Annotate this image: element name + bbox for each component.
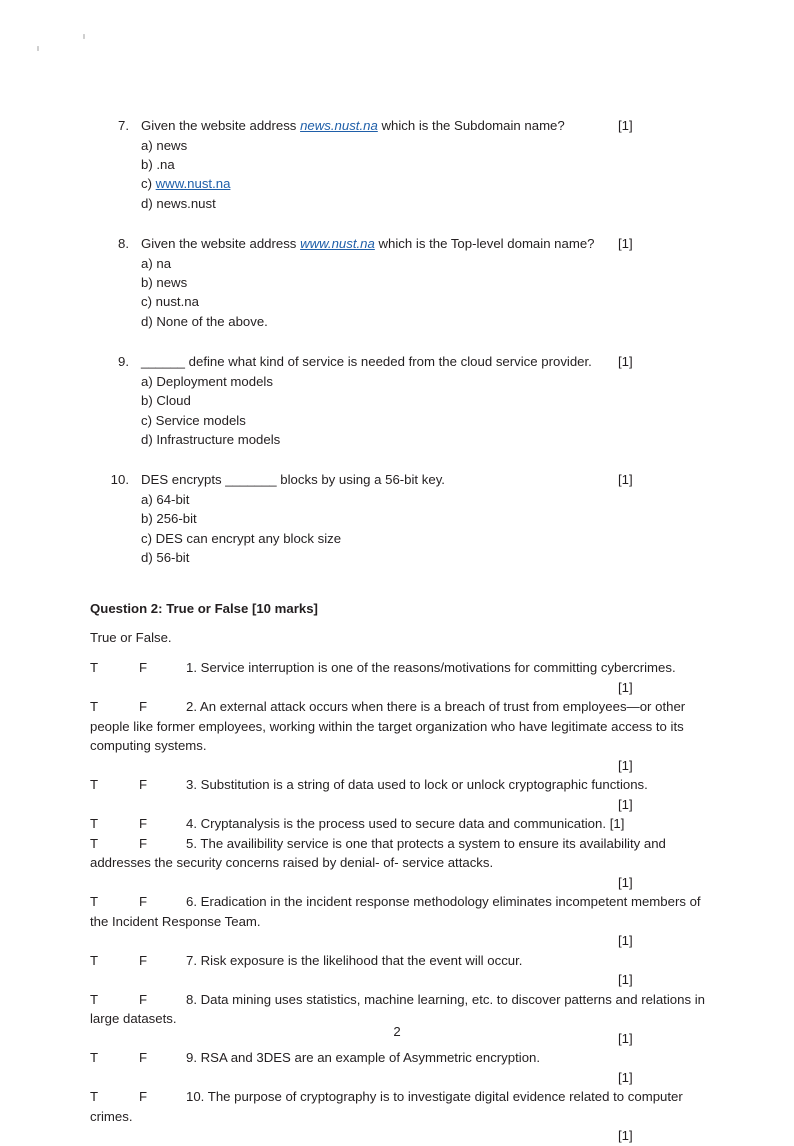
true-false-item <box>0 775 794 814</box>
option-item[interactable]: a) na <box>141 255 172 271</box>
question-number: 7. <box>118 118 129 133</box>
statement-marks: [1] <box>618 933 633 948</box>
statement-text: 3. Substitution is a string of data used to lock or unlock cryptographic functions. <box>186 777 648 792</box>
statement-text: 8. Data mining uses statistics, machine learning, etc. to discover patterns and relations in large datasets. <box>90 991 705 1026</box>
true-false-item <box>0 892 794 951</box>
question-marks: [1] <box>618 118 633 133</box>
statement-text: 6. Eradication in the incident response methodology eliminates incompetent members of the Incident Response Team. <box>90 894 701 929</box>
false-option[interactable]: F <box>139 1089 148 1104</box>
marks-line <box>0 795 794 815</box>
website-address-link[interactable]: www.nust.na <box>300 236 375 252</box>
question-marks: [1] <box>618 472 633 488</box>
question-text: Given the website address news.nust.na which is the Subdomain name? <box>141 118 565 133</box>
true-option[interactable]: T <box>90 660 99 675</box>
option-item[interactable]: d) Infrastructure models <box>141 431 281 447</box>
page-number: 2 <box>393 1024 401 1039</box>
statement-marks: [1] <box>606 816 625 831</box>
question-heading <box>0 234 794 254</box>
question-text: Given the website address www.nust.na which is the Top-level domain name? <box>141 236 595 252</box>
question-number: 9. <box>118 354 129 370</box>
mcq-question <box>0 352 794 449</box>
scan-artifact-speck <box>37 46 39 51</box>
question-heading <box>0 470 794 490</box>
question-text: DES encrypts _______ blocks by using a 56-bit key. <box>141 472 445 488</box>
option-item[interactable]: c) nust.na <box>141 294 199 310</box>
statement-marks: [1] <box>618 1069 633 1085</box>
true-option[interactable]: T <box>90 777 99 792</box>
option-item[interactable]: b) Cloud <box>141 393 191 409</box>
option-item[interactable]: b) .na <box>141 156 175 172</box>
true-false-item <box>0 658 794 697</box>
statement-marks: [1] <box>618 874 633 890</box>
marks-line <box>0 970 794 990</box>
statement-marks: [1] <box>618 679 633 695</box>
option-item[interactable]: c) Service models <box>141 412 246 428</box>
question-marks: [1] <box>618 236 633 252</box>
page-footer <box>0 1023 794 1041</box>
question-number: 8. <box>118 236 129 252</box>
true-false-item <box>0 814 794 834</box>
true-option[interactable]: T <box>90 894 99 909</box>
mcq-question <box>0 234 794 331</box>
option-link[interactable]: www.nust.na <box>155 176 231 192</box>
statement-marks: [1] <box>618 796 633 812</box>
false-option[interactable]: F <box>139 1050 148 1065</box>
statement-text: 1. Service interruption is one of the reasons/motivations for committing cybercrimes. <box>186 660 676 675</box>
option-list <box>0 136 794 214</box>
true-option[interactable]: T <box>90 1089 99 1104</box>
option-list <box>0 372 794 450</box>
statement-text: 4. Cryptanalysis is the process used to secure data and communication. [1] <box>186 816 625 831</box>
marks-line <box>0 873 794 893</box>
option-list <box>0 254 794 332</box>
question-marks: [1] <box>618 354 633 370</box>
statement-marks: [1] <box>618 1128 633 1143</box>
website-address-link[interactable]: news.nust.na <box>300 118 378 133</box>
statement-text: 9. RSA and 3DES are an example of Asymmetric encryption. <box>186 1050 541 1065</box>
multiple-choice-section <box>0 116 794 589</box>
option-item[interactable]: d) news.nust <box>141 195 216 211</box>
option-item[interactable]: c) www.nust.na <box>141 176 231 192</box>
marks-line <box>0 1126 794 1146</box>
false-option[interactable]: F <box>139 816 148 831</box>
statement-text: 2. An external attack occurs when there is a breach of trust from employees—or other people like former employees, working within the target organization who have legitimate access to its computing systems. <box>90 699 686 753</box>
true-option[interactable]: T <box>90 816 99 831</box>
option-item[interactable]: b) news <box>141 275 188 291</box>
false-option[interactable]: F <box>139 699 148 714</box>
true-option[interactable]: T <box>90 991 99 1007</box>
true-false-item <box>0 1087 794 1146</box>
section-title: Question 2: True or False [10 marks] <box>90 601 318 616</box>
question-text: ______ define what kind of service is needed from the cloud service provider. <box>141 354 592 370</box>
mcq-question <box>0 116 794 213</box>
true-option[interactable]: T <box>90 952 99 968</box>
true-false-item <box>0 834 794 893</box>
option-item[interactable]: a) news <box>141 137 188 153</box>
true-option[interactable]: T <box>90 699 99 714</box>
false-option[interactable]: F <box>139 991 148 1007</box>
true-option[interactable]: T <box>90 1050 99 1065</box>
question-heading <box>0 352 794 372</box>
false-option[interactable]: F <box>139 777 148 792</box>
true-false-item <box>0 697 794 775</box>
marks-line <box>0 1068 794 1088</box>
marks-line <box>0 756 794 776</box>
marks-line <box>0 931 794 951</box>
true-false-item <box>0 1048 794 1087</box>
marks-line <box>0 678 794 698</box>
option-list <box>0 490 794 568</box>
false-option[interactable]: F <box>139 835 148 851</box>
false-option[interactable]: F <box>139 894 148 909</box>
statement-text: 5. The availibility service is one that protects a system to ensure its availability and addresses the security concerns raised by denial- of- service attacks. <box>90 835 666 870</box>
scan-artifact-speck <box>83 34 85 39</box>
option-item[interactable]: d) 56-bit <box>141 550 190 566</box>
true-false-list <box>0 658 794 1146</box>
statement-marks: [1] <box>618 1030 633 1046</box>
option-item[interactable]: a) 64-bit <box>141 491 190 507</box>
option-item[interactable]: b) 256-bit <box>141 511 197 527</box>
statement-text: 10. The purpose of cryptography is to investigate digital evidence related to computer crimes. <box>90 1089 683 1124</box>
statement-text: 7. Risk exposure is the likelihood that the event will occur. <box>186 952 523 968</box>
false-option[interactable]: F <box>139 952 148 968</box>
true-option[interactable]: T <box>90 835 99 851</box>
false-option[interactable]: F <box>139 660 148 675</box>
option-item[interactable]: c) DES can encrypt any block size <box>141 530 342 546</box>
statement-marks: [1] <box>618 972 633 987</box>
statement-marks: [1] <box>618 757 633 773</box>
true-false-item <box>0 951 794 990</box>
option-item[interactable]: d) None of the above. <box>141 313 268 329</box>
question-heading <box>0 116 794 136</box>
question-number: 10. <box>110 472 129 488</box>
section-instruction: True or False. <box>90 630 172 645</box>
true-false-section <box>0 599 794 1146</box>
option-item[interactable]: a) Deployment models <box>141 373 273 389</box>
mcq-question <box>0 470 794 567</box>
